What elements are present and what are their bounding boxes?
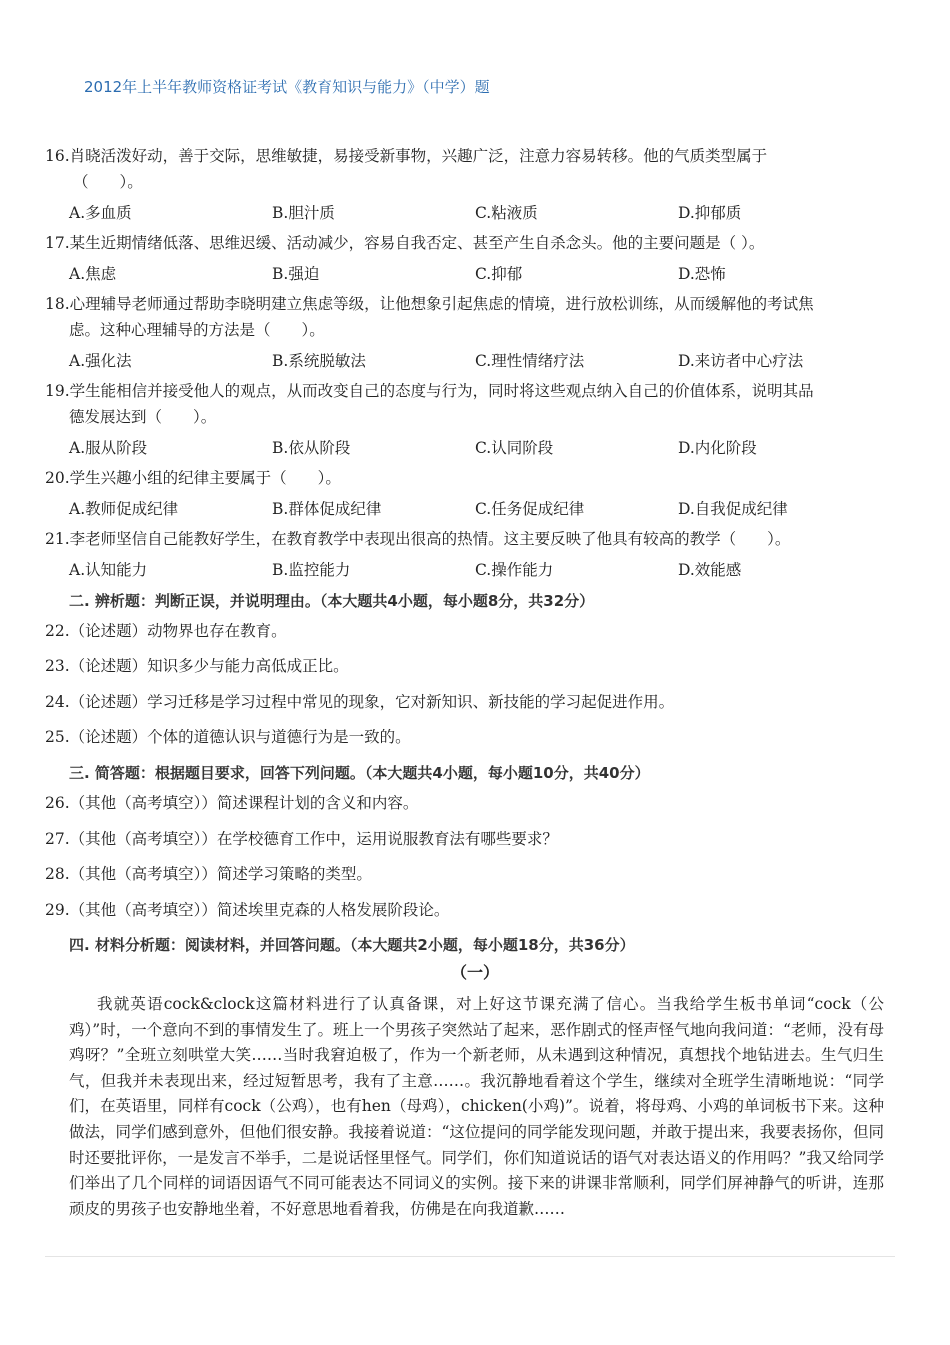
option-b: B.系统脱敏法 — [272, 352, 366, 370]
question-19-text: 19.学生能相信并接受他人的观点，从而改变自己的态度与行为，同时将这些观点纳入自己的价值体系，说明其品 — [45, 382, 814, 400]
option-c: C.任务促成纪律 — [475, 500, 585, 518]
option-a: A.焦虑 — [69, 265, 117, 283]
option-c: C.粘液质 — [475, 204, 538, 222]
question-26: 26.（其他（高考填空））简述课程计划的含义和内容。 — [45, 794, 419, 812]
option-c: C.认同阶段 — [475, 439, 554, 457]
question-23: 23.（论述题）知识多少与能力高低成正比。 — [45, 657, 349, 675]
option-d: D.自我促成纪律 — [678, 500, 788, 518]
section-4-heading: 四. 材料分析题：阅读材料，并回答问题。（本大题共2小题，每小题18分，共36分） — [69, 936, 635, 954]
question-16-options — [69, 201, 885, 223]
section-3-heading: 三. 简答题：根据题目要求，回答下列问题。（本大题共4小题，每小题10分，共40分） — [69, 764, 650, 782]
question-24: 24.（论述题）学习迁移是学习过程中常见的现象，它对新知识、新技能的学习起促进作用。 — [45, 693, 675, 711]
question-16-text: 16.肖晓活泼好动，善于交际，思维敏捷，易接受新事物，兴趣广泛，注意力容易转移。他的气质类型属于 — [45, 147, 768, 165]
question-21: 21.李老师坚信自己能教好学生，在教育教学中表现出很高的热情。这主要反映了他具有较高的教学（ ）。 — [45, 530, 791, 548]
option-d: D.内化阶段 — [678, 439, 757, 457]
question-19-options — [69, 436, 885, 458]
option-c: C.操作能力 — [475, 561, 554, 579]
option-d: D.来访者中心疗法 — [678, 352, 804, 370]
question-16-text-cont: （ ）。 — [73, 173, 143, 191]
question-21-options — [69, 558, 885, 580]
option-d: D.效能感 — [678, 561, 742, 579]
question-22: 22.（论述题）动物界也存在教育。 — [45, 622, 287, 640]
question-16 — [45, 143, 885, 195]
question-28: 28.（其他（高考填空））简述学习策略的类型。 — [45, 865, 372, 883]
question-29: 29.（其他（高考填空））简述埃里克森的人格发展阶段论。 — [45, 901, 450, 919]
question-20: 20.学生兴趣小组的纪律主要属于（ ）。 — [45, 469, 341, 487]
question-18-options — [69, 349, 885, 371]
question-19 — [45, 378, 885, 430]
question-20-options — [69, 497, 885, 519]
question-25: 25.（论述题）个体的道德认识与道德行为是一致的。 — [45, 728, 411, 746]
option-d: D.抑郁质 — [678, 204, 742, 222]
option-b: B.强迫 — [272, 265, 320, 283]
question-18-text: 18.心理辅导老师通过帮助李晓明建立焦虑等级，让他想象引起焦虑的情境，进行放松训练，从而缓解他的考试焦 — [45, 295, 814, 313]
option-d: D.恐怖 — [678, 265, 726, 283]
section-2-heading: 二. 辨析题：判断正误，并说明理由。（本大题共4小题，每小题8分，共32分） — [69, 592, 595, 610]
question-17-options — [69, 262, 885, 284]
material-part-title: （一） — [450, 963, 499, 982]
option-b: B.依从阶段 — [272, 439, 351, 457]
option-a: A.多血质 — [69, 204, 132, 222]
option-a: A.服从阶段 — [69, 439, 148, 457]
question-27: 27.（其他（高考填空））在学校德育工作中，运用说服教育法有哪些要求？ — [45, 830, 558, 848]
question-18-text-cont: 虑。这种心理辅导的方法是（ ）。 — [69, 321, 325, 339]
footer-divider — [45, 1256, 895, 1257]
option-a: A.教师促成纪律 — [69, 500, 179, 518]
option-b: B.群体促成纪律 — [272, 500, 382, 518]
option-b: B.胆汁质 — [272, 204, 335, 222]
option-c: C.理性情绪疗法 — [475, 352, 585, 370]
document-header: 2012年上半年教师资格证考试《教育知识与能力》（中学）题 — [84, 78, 490, 96]
question-17: 17.某生近期情绪低落、思维迟缓、活动减少，容易自我否定、甚至产生自杀念头。他的主要问题是（ ）。 — [45, 234, 765, 252]
option-b: B.监控能力 — [272, 561, 351, 579]
option-a: A.强化法 — [69, 352, 132, 370]
question-18 — [45, 291, 885, 343]
option-c: C.抑郁 — [475, 265, 523, 283]
question-19-text-cont: 德发展达到（ ）。 — [69, 408, 217, 426]
option-a: A.认知能力 — [69, 561, 148, 579]
material-paragraph: 我就英语cock&clock这篇材料进行了认真备课，对上好这节课充满了信心。当我给学生板书单词“cock（公鸡）”时，一个意向不到的事情发生了。班上一个男孩子突然站了起来，恶作剧式的怪声怪气地向我问道：“老师，没有母鸡呀？”全班立刻哄堂大笑……当时我窘迫极了，作为一个新老师，从未遇到这种情况，真想找个地钻进去。生气归生气，但我并未表现出来，经过短暂思考，我有了主意……。我沉静地看着这个学生，继续对全班学生清晰地说：“同学们，在英语里，同样有cock（公鸡），也有hen（母鸡），chicken(小鸡)”。说着，将母鸡、小鸡的单词板书下来。这种做法，同学们感到意外，但他们很安静。我接着说道：“这位提问的同学能发现问题，并敢于提出来，我要表扬你，但同时还要批评你，一是发言不举手，二是说话怪里怪气。同学们，你们知道说话的语气对表达语义的作用吗？”我又给同学们举出了几个同样的词语因语气不同可能表达不同词义的实例。接下来的讲课非常顺利，同学们屏神静气的听讲，连那顽皮的男孩子也安静地坐着，不好意思地看着我，仿佛是在向我道歉…… — [69, 995, 884, 1218]
